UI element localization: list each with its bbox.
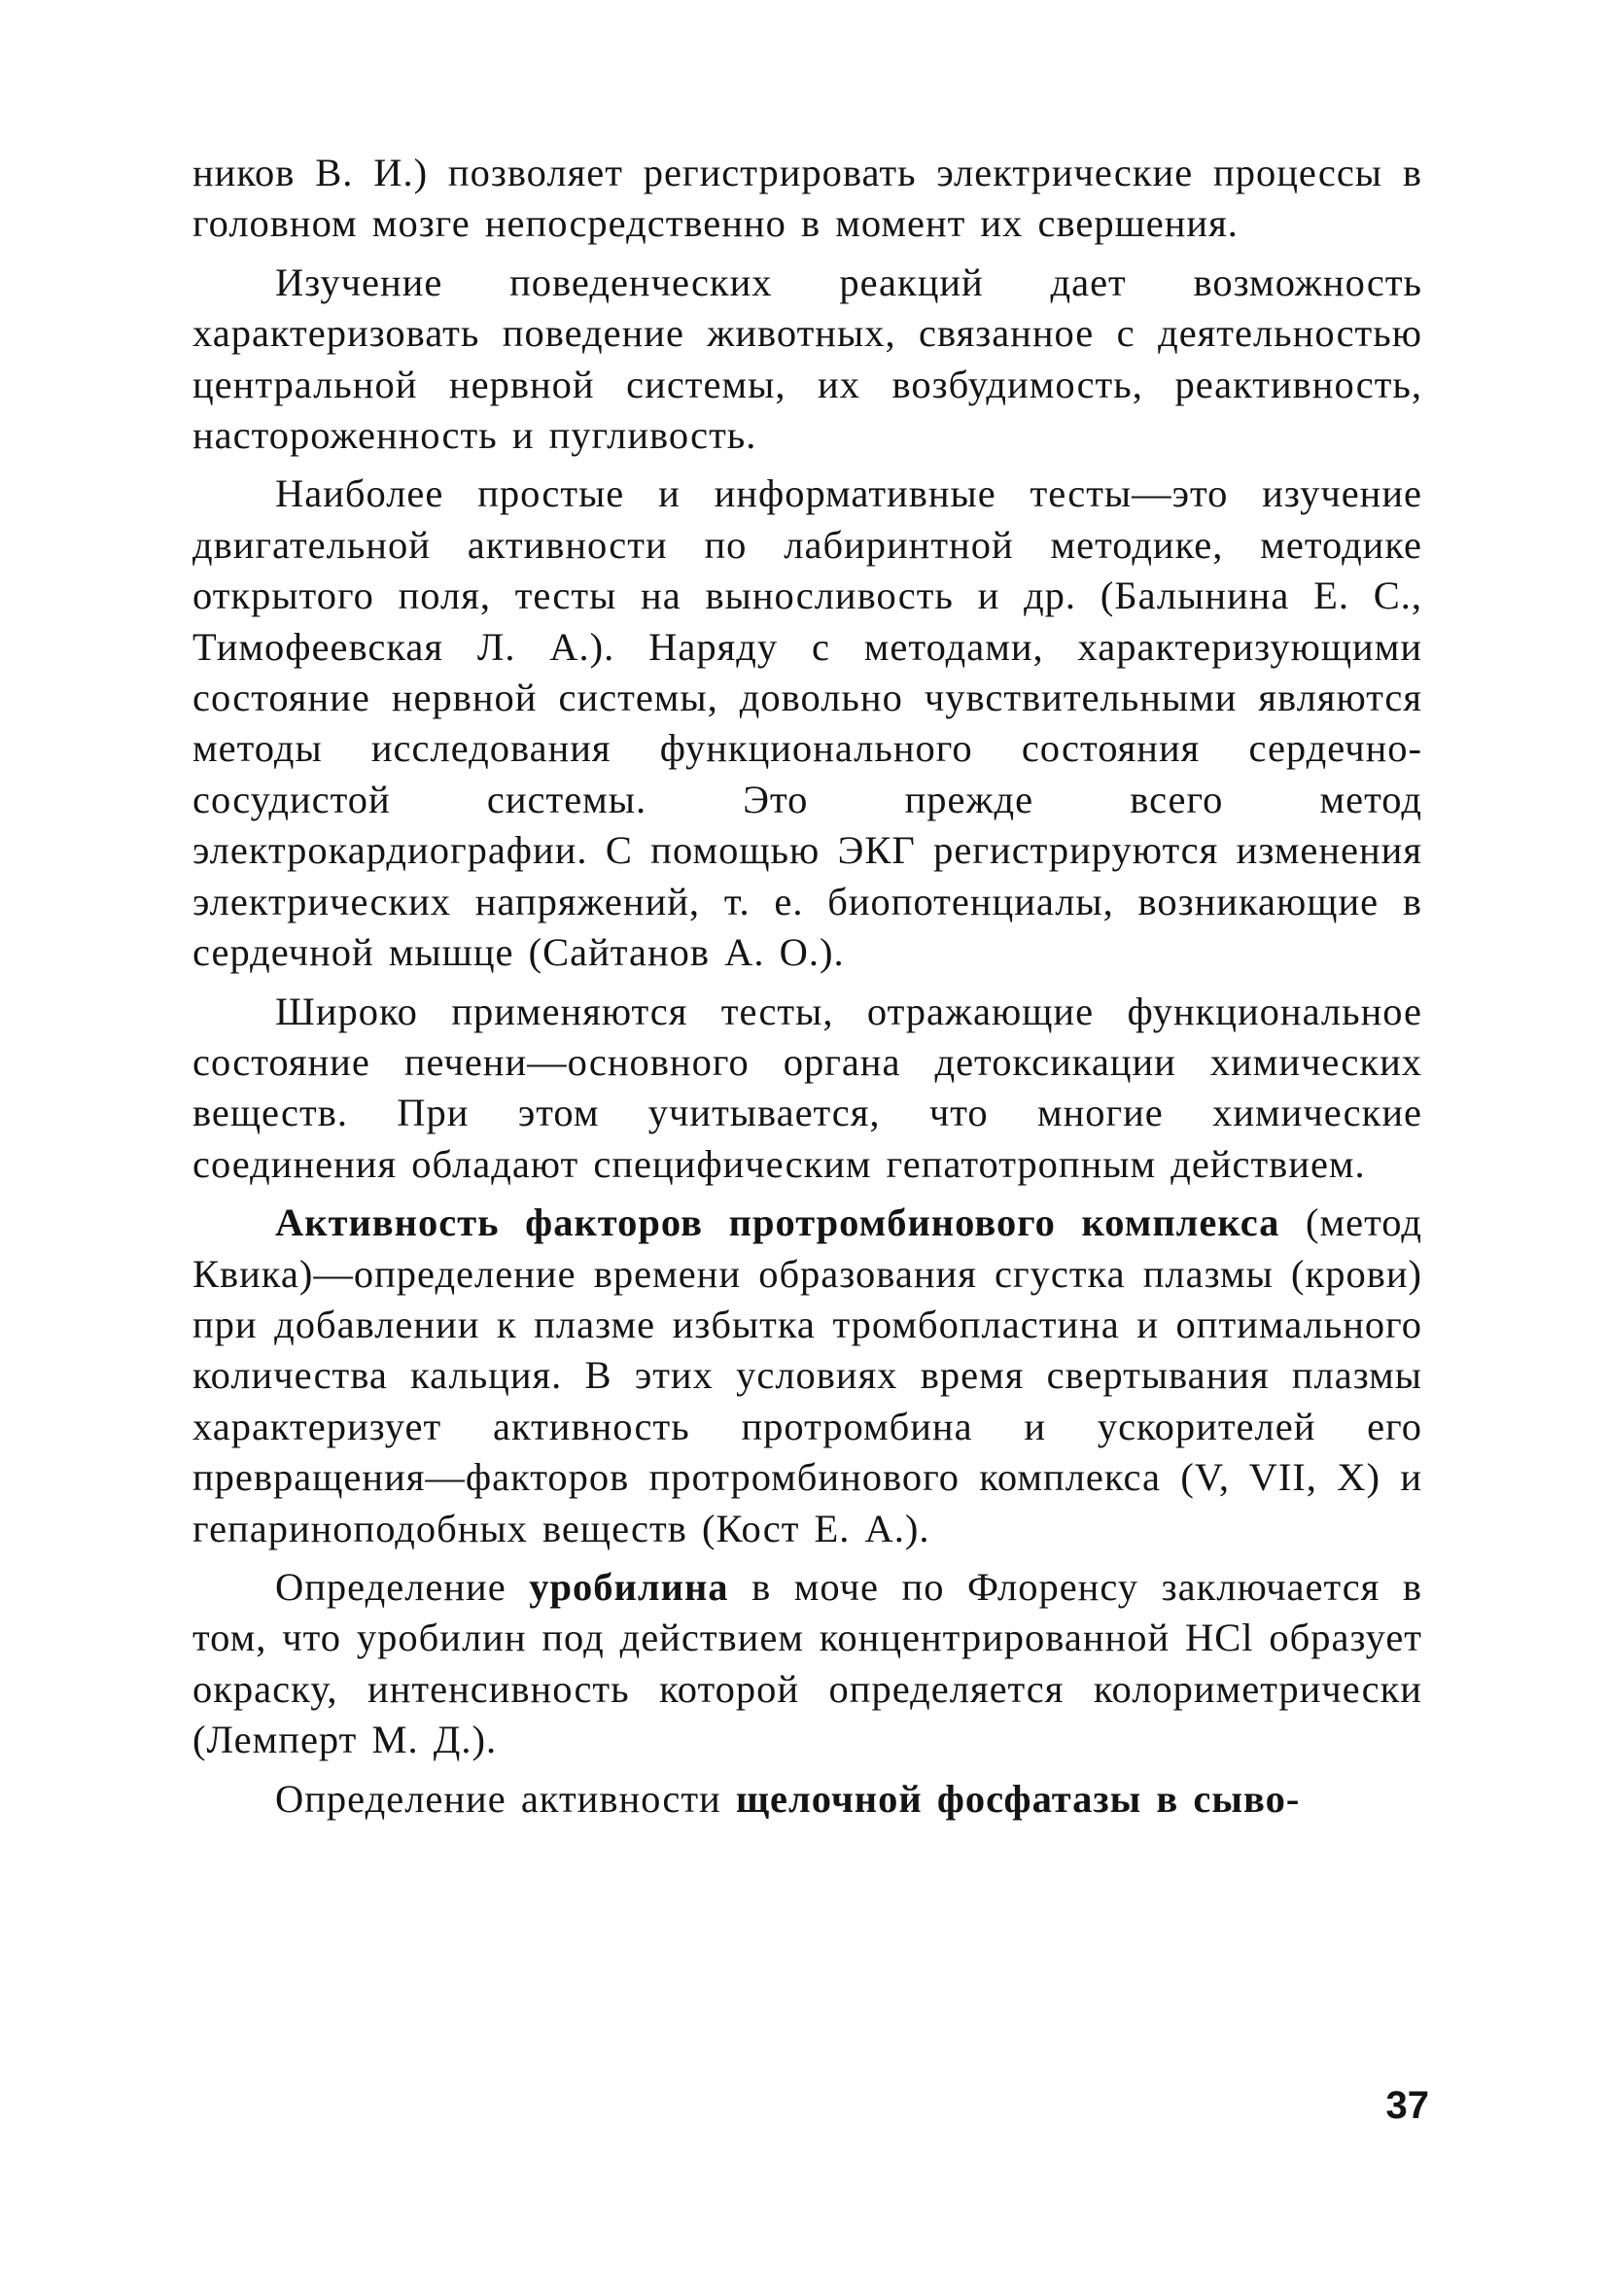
term-heading: Активность факторов протромбинового комплекса — [275, 1200, 1280, 1245]
paragraph-text-before: Определение активности — [275, 1776, 736, 1821]
body-text — [192, 148, 1422, 1832]
paragraph-continuation — [192, 148, 1422, 250]
paragraph-text: Изучение поведенческих реакций дает возможность характеризовать поведение животных, связанное с деятельностью центральной нервной системы, их возбудимость, реактивность, настороженность и пугливость. — [192, 260, 1422, 458]
paragraph-liver-tests — [192, 987, 1422, 1191]
paragraph-prothrombin-complex — [192, 1198, 1422, 1554]
paragraph-text: (метод Квика)—определение времени образования сгустка плазмы (крови) при добавлении к плазме избытка тромбопластина и оптимального количества кальция. В этих условиях время свертывания плазмы характеризует активность протромбина и ускорителей его превращения—факторов протромбинового комплекса (V, VII, X) и гепариноподобных веществ (Кост Е. А.). — [192, 1200, 1422, 1550]
paragraph-text: Широко применяются тесты, отражающие функциональное состояние печени—основного органа детоксикации химических веществ. При этом учитывается, что многие химические соединения обладают специфическим гепатотропным действием. — [192, 989, 1422, 1186]
paragraph-informative-tests — [192, 469, 1422, 978]
term-heading: уробилина — [529, 1564, 729, 1609]
paragraph-text-before: Определение — [275, 1564, 530, 1609]
paragraph-behavioral-reactions — [192, 258, 1422, 462]
paragraph-urobilin — [192, 1562, 1422, 1766]
paragraph-alkaline-phosphatase — [192, 1774, 1422, 1825]
page-number: 37 — [1385, 2084, 1429, 2127]
paragraph-text: ников В. И.) позволяет регистрировать электрические процессы в головном мозге непосредственно в момент их свершения. — [192, 151, 1422, 246]
paragraph-text: Наиболее простые и информативные тесты—это изучение двигательной активности по лабиринтной методике, методике открытого поля, тесты на выносливость и др. (Балынина Е. С., Тимофеевская Л. А.). Наряду с методами, характеризующими состояние нервной системы, довольно чувствительными являются методы исследования функционального состояния сердечно-сосудистой системы. Это прежде всего метод электрокардиографии. С помощью ЭКГ регистрируются изменения электрических напряжений, т. е. биопотенциалы, возникающие в сердечной мышце (Сайтанов А. О.). — [192, 471, 1422, 975]
term-heading: щелочной фосфатазы в сыво- — [735, 1776, 1301, 1821]
paragraph-text-after: в моче по Флоренсу заключается в том, что уробилин под действием концентрированной HCl образует окраску, интенсивность которой определяется колориметрически (Лемперт М. Д.). — [192, 1564, 1422, 1762]
